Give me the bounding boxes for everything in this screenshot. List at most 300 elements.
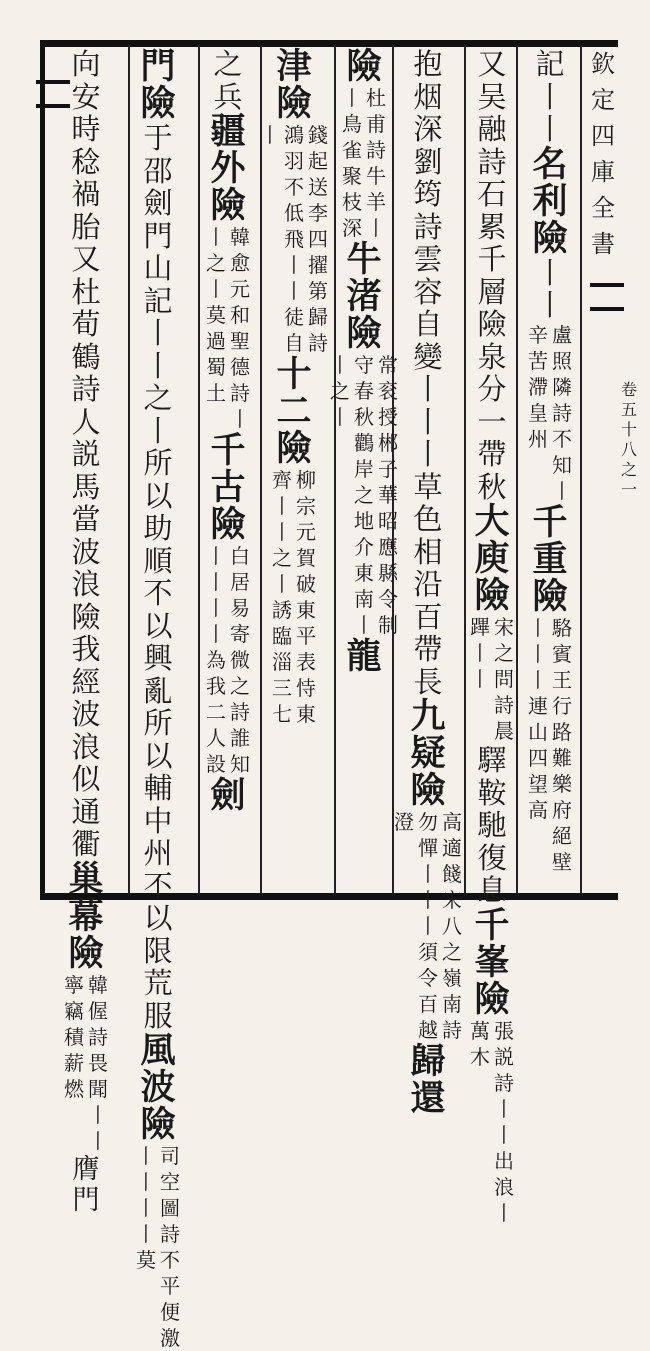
glyph: 書 [591, 230, 615, 258]
glyph: 和 [230, 303, 250, 327]
glyph: 不 [552, 426, 572, 451]
glyph: 亂 [143, 673, 173, 708]
glyph: 制 [378, 613, 398, 637]
glyph: 重 [532, 538, 568, 580]
heading-term [210, 432, 245, 543]
glyph: 丨 [136, 1222, 156, 1246]
glyph: 積 [64, 1024, 84, 1049]
glyph: 説 [494, 1044, 514, 1069]
glyph: 險 [210, 504, 246, 545]
glyph: 行 [552, 693, 572, 718]
glyph: 詩 [413, 209, 443, 244]
glyph: 疆 [210, 111, 246, 152]
glyph: 安 [71, 79, 101, 114]
glyph: 絕 [552, 823, 572, 848]
glyph: 險 [474, 978, 510, 1020]
glyph: 丨 [528, 641, 548, 666]
glyph: 百 [413, 599, 443, 634]
glyph: 聞 [88, 1076, 108, 1101]
body-text [143, 122, 172, 1032]
glyph: 鳥 [342, 112, 362, 136]
heading-term [346, 48, 381, 85]
glyph: 説 [71, 437, 101, 471]
glyph: 劍 [210, 775, 246, 816]
glyph: 百 [418, 992, 438, 1016]
glyph: 以 [143, 478, 173, 513]
glyph: 丨 [470, 667, 490, 691]
glyph: 吴 [477, 79, 507, 114]
annotation-text [205, 543, 251, 777]
glyph: 賀 [296, 546, 316, 570]
annotation-text [527, 615, 573, 875]
glyph: 丨 [552, 478, 572, 503]
glyph: 融 [477, 112, 507, 146]
glyph: 之 [143, 381, 173, 415]
glyph: 東 [354, 561, 374, 585]
glyph: 丨 [143, 413, 173, 448]
glyph: 子 [378, 457, 398, 481]
glyph: 杜 [366, 86, 386, 110]
annotation-text [271, 467, 317, 727]
glyph: 隣 [552, 374, 572, 399]
glyph: 險 [210, 185, 246, 226]
glyph: 險 [140, 1104, 176, 1145]
header-title [588, 46, 618, 262]
glyph: 滯 [528, 374, 548, 399]
glyph: 驛 [477, 743, 507, 777]
glyph: 薪 [64, 1050, 84, 1075]
glyph: 設 [206, 752, 226, 776]
glyph: 宗 [296, 494, 316, 518]
heading-term [532, 501, 568, 617]
glyph: 微 [230, 648, 250, 672]
glyph: 十 [620, 420, 637, 439]
glyph: 馳 [477, 808, 507, 842]
glyph: 丨 [143, 316, 173, 350]
glyph: 不 [143, 576, 173, 610]
glyph: 千 [210, 430, 246, 471]
glyph: 飛 [284, 227, 304, 251]
glyph: 丨 [284, 279, 304, 303]
glyph: 丨 [418, 914, 438, 938]
glyph: 難 [552, 745, 572, 770]
glyph: 龍 [346, 636, 382, 677]
glyph: 丨 [230, 407, 250, 431]
glyph: 嶺 [442, 966, 462, 990]
glyph: 門 [140, 46, 176, 87]
glyph: 府 [552, 797, 572, 822]
glyph: 詩 [308, 331, 328, 355]
glyph: 庾 [474, 538, 510, 579]
glyph: 于 [143, 121, 173, 155]
glyph: 誰 [230, 726, 250, 750]
glyph: 之 [442, 940, 462, 964]
glyph: 詩 [230, 700, 250, 724]
glyph: 越 [418, 1018, 438, 1042]
glyph: 丨 [136, 1144, 156, 1168]
glyph: 令 [418, 966, 438, 990]
glyph: 七 [272, 702, 292, 726]
glyph: 蹕 [470, 615, 490, 639]
glyph: 詩 [71, 372, 101, 406]
glyph: 丨 [206, 622, 226, 646]
annotation-text [135, 1143, 181, 1351]
glyph: 古 [210, 467, 246, 508]
glyph: 出 [494, 1148, 514, 1173]
glyph: 所 [143, 706, 173, 740]
glyph: 南 [442, 992, 462, 1016]
glyph: 復 [477, 840, 507, 875]
glyph: 劍 [143, 186, 173, 220]
glyph: 宋 [494, 615, 514, 639]
glyph: 張 [494, 1018, 514, 1043]
glyph: 連 [528, 693, 548, 718]
glyph: 知 [230, 752, 250, 776]
glyph: 莫 [206, 303, 226, 327]
glyph: 知 [552, 452, 572, 477]
glyph: 臨 [272, 624, 292, 648]
glyph: 欽 [591, 50, 615, 78]
glyph: 中 [143, 803, 173, 838]
glyph: 誘 [272, 598, 292, 622]
glyph: 風 [140, 1030, 176, 1071]
glyph: 詩 [477, 144, 507, 179]
glyph: 浪 [71, 729, 101, 764]
glyph: 照 [552, 348, 572, 373]
glyph: 峯 [474, 941, 510, 983]
glyph: 險 [140, 83, 176, 124]
glyph: 南 [354, 587, 374, 611]
glyph: 丨 [88, 1102, 108, 1127]
glyph: 石 [477, 177, 507, 211]
glyph: 破 [296, 572, 316, 596]
glyph: 丨 [366, 216, 386, 240]
glyph: 丨 [284, 253, 304, 277]
glyph: 羽 [284, 149, 304, 173]
glyph: 丨 [494, 1122, 514, 1147]
glyph: 大 [474, 501, 510, 542]
glyph: 便 [160, 1300, 180, 1324]
glyph: 晨 [494, 719, 514, 743]
glyph: 過 [206, 329, 226, 353]
annotation-text [469, 1018, 515, 1226]
glyph: 丨 [413, 372, 443, 406]
glyph: 蜀 [206, 355, 226, 379]
glyph: 詩 [494, 693, 514, 717]
glyph: 波 [71, 534, 101, 569]
glyph: 向 [71, 47, 101, 81]
glyph: 兵 [213, 79, 243, 114]
glyph: 擢 [308, 253, 328, 277]
heading-term [140, 48, 175, 122]
glyph: 帶 [413, 632, 443, 666]
glyph: 丨 [272, 494, 292, 518]
glyph: 丨 [413, 437, 443, 471]
glyph: 丨 [260, 123, 280, 147]
glyph: 險 [532, 217, 568, 259]
glyph: 莫 [136, 1248, 156, 1272]
heading-term [346, 638, 381, 675]
glyph: 烟 [413, 79, 443, 114]
glyph: 衢 [71, 827, 101, 861]
glyph: 人 [206, 726, 226, 750]
glyph: 相 [413, 534, 443, 569]
text-column-3 [468, 48, 516, 1226]
glyph: 望 [528, 771, 548, 796]
glyph: 似 [71, 762, 101, 796]
glyph: 鶴 [71, 339, 101, 374]
glyph: 杜 [71, 274, 101, 309]
annotation-text [341, 85, 387, 241]
glyph: 歸 [308, 305, 328, 329]
glyph: 歸 [410, 1041, 446, 1082]
column-rule [516, 46, 518, 894]
glyph: 還 [410, 1078, 446, 1119]
glyph: 詩 [230, 381, 250, 405]
glyph: 筠 [413, 177, 443, 211]
glyph: 四 [308, 227, 328, 251]
glyph: 盧 [552, 322, 572, 347]
heading-term [68, 858, 104, 974]
glyph: 膺 [72, 1153, 100, 1185]
heading-term [276, 356, 311, 467]
glyph: 巢 [68, 858, 104, 900]
glyph: 秋 [354, 405, 374, 429]
glyph: 險 [346, 46, 382, 87]
glyph: 餞 [442, 862, 462, 886]
glyph: 偓 [88, 998, 108, 1023]
glyph: 當 [71, 502, 101, 536]
glyph: 徒 [284, 305, 304, 329]
glyph: 昭 [378, 509, 398, 533]
glyph: 韓 [88, 972, 108, 997]
glyph: 縣 [378, 561, 398, 585]
glyph: 輔 [143, 771, 173, 805]
glyph: 東 [296, 702, 316, 726]
glyph: 又 [477, 47, 507, 81]
glyph: 詩 [494, 1070, 514, 1095]
glyph: 德 [230, 355, 250, 379]
glyph: 第 [308, 279, 328, 303]
text-column-5 [330, 46, 398, 677]
glyph: 我 [71, 632, 101, 666]
glyph: 丨 [272, 520, 292, 544]
glyph: 長 [413, 664, 443, 699]
glyph: 丨 [494, 1096, 514, 1121]
glyph: 岸 [354, 457, 374, 481]
glyph: 平 [296, 624, 316, 648]
glyph: 不 [160, 1248, 180, 1272]
glyph: 鴻 [284, 123, 304, 147]
glyph: 李 [308, 201, 328, 225]
heading-term [410, 698, 445, 809]
glyph: 人 [71, 404, 101, 439]
glyph: 澄 [394, 810, 414, 834]
glyph: 深 [413, 112, 443, 146]
text-column-4 [394, 47, 462, 1119]
glyph: 丨 [143, 348, 173, 383]
glyph: 沿 [413, 567, 443, 601]
glyph: 激 [160, 1326, 180, 1350]
glyph: 適 [442, 836, 462, 860]
glyph: 王 [552, 667, 572, 692]
glyph: 賓 [552, 641, 572, 666]
folio-label [618, 380, 640, 500]
glyph: 衮 [378, 379, 398, 403]
glyph: 幕 [68, 895, 104, 937]
body-text [477, 744, 506, 907]
body-text [535, 48, 564, 146]
body-text [413, 48, 442, 698]
glyph: 二 [276, 391, 312, 432]
glyph: 丨 [535, 112, 565, 146]
glyph: 丨 [418, 862, 438, 886]
glyph: 泉 [477, 339, 507, 374]
glyph: 錢 [308, 123, 328, 147]
glyph: 木 [470, 1044, 490, 1069]
glyph: 稔 [71, 144, 101, 179]
glyph: 荒 [143, 966, 173, 1000]
heading-term [532, 143, 568, 259]
glyph: 齊 [272, 468, 292, 492]
glyph: 高 [528, 797, 548, 822]
body-text [477, 48, 506, 503]
glyph: 起 [308, 149, 328, 173]
glyph: 外 [210, 148, 246, 189]
glyph: 之 [206, 251, 226, 275]
glyph: 記 [535, 47, 565, 81]
glyph: 燃 [64, 1076, 84, 1101]
glyph: 之 [272, 546, 292, 570]
glyph: 層 [477, 274, 507, 309]
body-text [73, 1154, 100, 1216]
annotation-text [393, 809, 463, 1043]
text-column-8 [134, 48, 182, 1351]
glyph: 丨 [535, 255, 565, 290]
glyph: 劉 [413, 144, 443, 179]
glyph: 詩 [442, 1018, 462, 1042]
glyph: 五 [620, 400, 637, 419]
annotation-text [329, 352, 399, 638]
glyph: 丨 [470, 641, 490, 665]
glyph: 丨 [494, 1200, 514, 1225]
glyph: 一 [477, 404, 507, 439]
glyph: 限 [143, 933, 173, 968]
glyph: 險 [410, 770, 446, 811]
glyph: 守 [354, 353, 374, 377]
glyph: 之 [213, 47, 243, 81]
glyph: 之 [330, 379, 350, 403]
glyph: 丨 [330, 405, 350, 429]
glyph: 元 [230, 277, 250, 301]
glyph: 應 [378, 535, 398, 559]
glyph: 疑 [410, 733, 446, 774]
glyph: 千 [532, 501, 568, 543]
glyph: 土 [206, 381, 226, 405]
glyph: 深 [342, 216, 362, 240]
glyph: 路 [552, 719, 572, 744]
glyph: 丨 [354, 613, 374, 637]
glyph: 愈 [230, 251, 250, 275]
glyph: 丨 [136, 1170, 156, 1194]
glyph: 須 [418, 940, 438, 964]
glyph: 禍 [71, 177, 101, 211]
glyph: 四 [528, 745, 548, 770]
glyph: 抱 [413, 47, 443, 81]
glyph: 苦 [528, 348, 548, 373]
glyph: 四 [591, 122, 615, 150]
glyph: 鞍 [477, 775, 507, 810]
heading-term [410, 1043, 445, 1117]
glyph: 帶 [477, 437, 507, 471]
glyph: 荀 [71, 307, 101, 341]
glyph: 萬 [470, 1018, 490, 1043]
glyph: 司 [160, 1144, 180, 1168]
glyph: 牛 [366, 164, 386, 188]
glyph: 全 [591, 194, 615, 222]
heading-term [140, 1032, 175, 1143]
glyph: 空 [160, 1170, 180, 1194]
column-rule [198, 46, 200, 894]
glyph: 之 [620, 460, 637, 479]
glyph: 津 [276, 46, 312, 87]
glyph: 分 [477, 372, 507, 406]
heading-term [346, 241, 381, 352]
glyph: 韓 [230, 225, 250, 249]
body-text [535, 257, 564, 322]
glyph: 華 [378, 483, 398, 507]
glyph: 千 [477, 242, 507, 276]
glyph: 丨 [342, 86, 362, 110]
fishtail-mark [590, 283, 624, 311]
text-column-1 [526, 48, 574, 875]
glyph: 詩 [160, 1222, 180, 1246]
glyph: 通 [71, 794, 101, 829]
glyph: 常 [378, 353, 398, 377]
glyph: 地 [354, 509, 374, 533]
glyph: 表 [296, 650, 316, 674]
text-column-6 [260, 46, 328, 727]
heading-term [210, 113, 245, 224]
glyph: 一 [620, 480, 637, 499]
glyph: 州 [528, 426, 548, 451]
glyph: 我 [206, 674, 226, 698]
glyph: 雲 [413, 242, 443, 276]
glyph: 險 [276, 83, 312, 124]
heading-term [474, 904, 510, 1020]
glyph: 丨 [88, 1128, 108, 1153]
glyph: 草 [413, 469, 443, 504]
text-column-7 [204, 48, 252, 814]
glyph: 險 [276, 428, 312, 469]
glyph: 牛 [346, 239, 382, 280]
glyph: 東 [296, 598, 316, 622]
glyph: 服 [143, 998, 173, 1033]
glyph: 九 [410, 696, 446, 737]
glyph: 詩 [552, 400, 572, 425]
glyph: 送 [308, 175, 328, 199]
glyph: 險 [477, 307, 507, 341]
glyph: 八 [620, 440, 637, 459]
glyph: 樂 [552, 771, 572, 796]
glyph: 十 [276, 354, 312, 395]
glyph: 險 [474, 575, 510, 616]
glyph: 波 [71, 697, 101, 731]
annotation-text [469, 614, 515, 744]
glyph: 元 [296, 520, 316, 544]
glyph: 浪 [494, 1174, 514, 1199]
glyph: 雀 [342, 138, 362, 162]
